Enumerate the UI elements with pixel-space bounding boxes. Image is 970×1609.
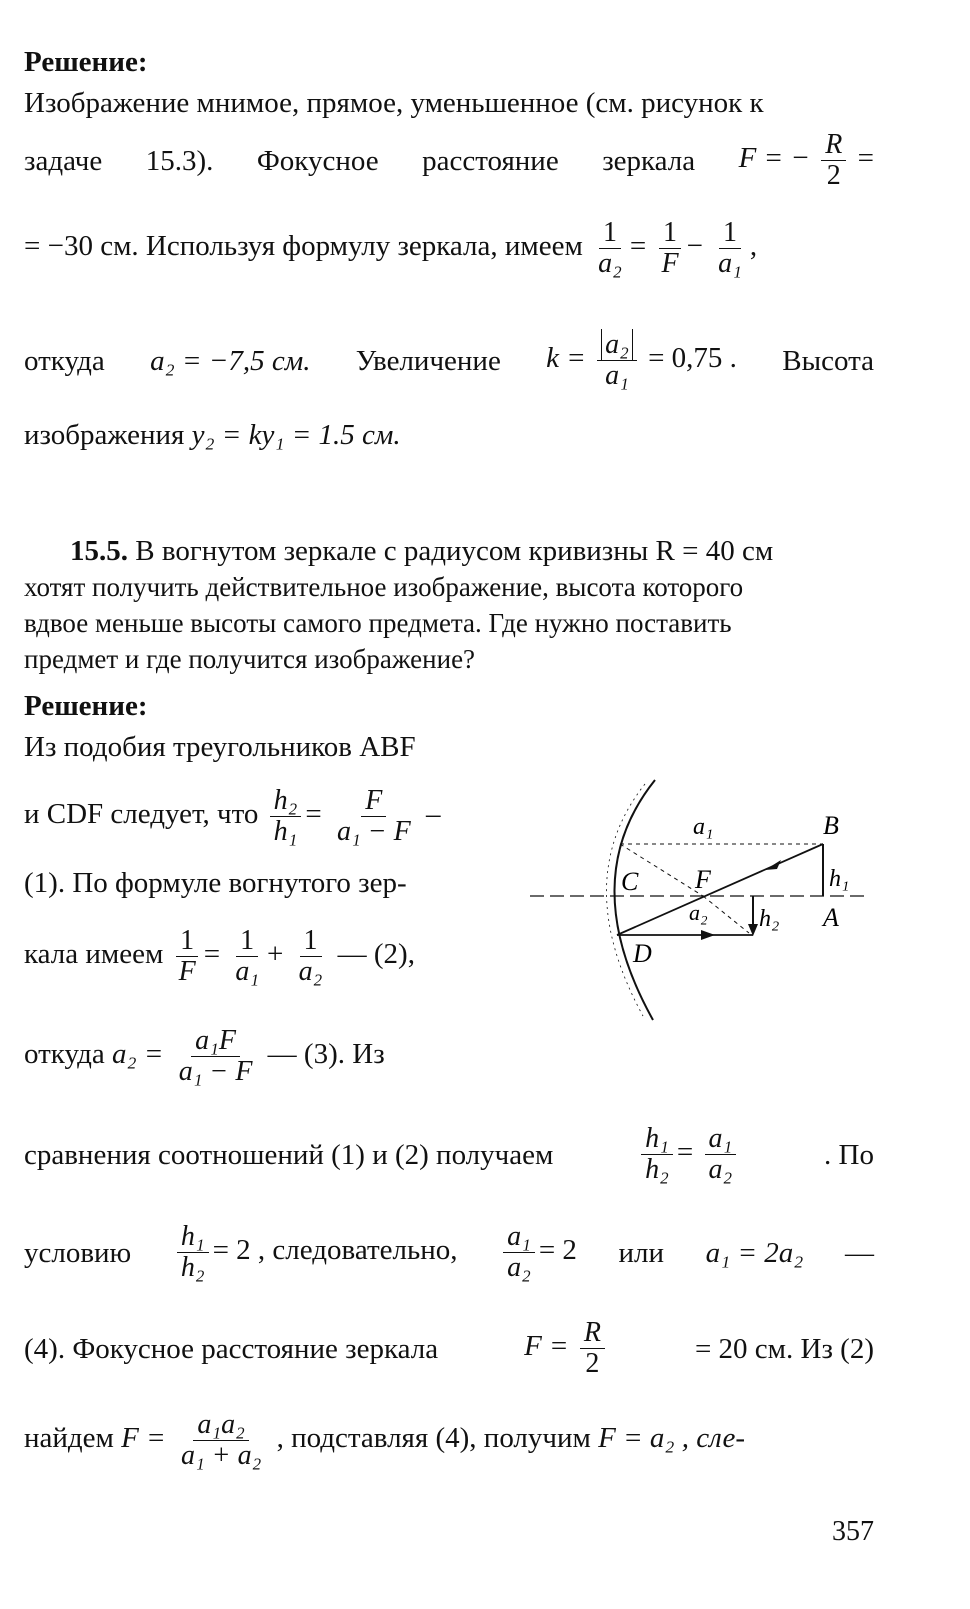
numerator: R — [821, 130, 846, 161]
formula-text: F = — [121, 1422, 166, 1455]
task-number: 15.5. — [70, 535, 128, 567]
formula-text: k = — [546, 342, 586, 375]
text: сравнения соотношений (1) и (2) получаем — [24, 1138, 554, 1171]
mirror-ray-diagram — [525, 770, 875, 1030]
fraction — [714, 218, 746, 279]
ray-arrow — [701, 930, 715, 940]
text: 15.3). — [145, 144, 214, 177]
fraction — [270, 786, 302, 847]
equals: = — [857, 142, 874, 175]
sol2-line-8 — [24, 1318, 874, 1379]
numerator: 1 — [176, 926, 198, 957]
text: и CDF следует, что — [24, 798, 259, 831]
text: = −30 см. Используя формулу зеркала, имеем — [24, 230, 583, 263]
fraction — [597, 330, 637, 391]
label-f: F — [695, 865, 711, 894]
text: задаче — [24, 144, 103, 177]
text: Увеличение — [355, 344, 501, 377]
numerator: a₂ — [601, 329, 633, 360]
formula-text: F = a₂ , сле- — [598, 1422, 746, 1455]
text: (4). Фокусное расстояние зеркала — [24, 1332, 439, 1365]
denominator: F — [661, 248, 679, 279]
text: – — [425, 798, 441, 831]
denominator: a₂ — [507, 1252, 531, 1283]
fraction — [705, 1124, 737, 1185]
numerator: 1 — [599, 218, 621, 249]
text: . По — [824, 1138, 874, 1171]
formula-magnification — [546, 330, 737, 391]
text: откуда — [24, 344, 105, 377]
fraction — [503, 1222, 535, 1283]
fraction — [641, 1124, 673, 1185]
formula-text: a₂ = −7,5 см. — [150, 344, 311, 377]
denominator: 2 — [826, 160, 841, 191]
label-d: D — [633, 939, 652, 968]
formula-text: F = — [524, 1330, 569, 1363]
fraction — [231, 926, 263, 987]
sol1-line-1: Изображение мнимое, прямое, уменьшенное (см. рисунок к — [24, 87, 764, 119]
text: или — [618, 1236, 665, 1269]
denominator: h₁ — [273, 816, 298, 847]
fraction — [657, 218, 682, 279]
text: Фокусное — [256, 144, 379, 177]
sol1-line-3: = −30 см. Используя формулу зеркала, имеем $\frac{1}{\text{a₂}}$ = $\frac{1}{F}$ − $\frac{1}{\text{a₁}}$ , — [24, 217, 758, 279]
formula — [524, 1318, 609, 1379]
text: = 20 см. Из (2) — [694, 1332, 874, 1365]
denominator: a₁ — [605, 360, 629, 391]
task-line-4: предмет и где получится изображение? — [24, 644, 476, 674]
text: Из — [352, 1038, 385, 1071]
text: — — [845, 1236, 874, 1269]
denominator: h₂ — [180, 1252, 205, 1283]
text: = 2 , следовательно, — [212, 1234, 458, 1267]
numerator: a₁ — [503, 1222, 535, 1253]
denominator: h₂ — [645, 1154, 669, 1185]
denominator: a₁ − F — [336, 816, 411, 847]
fraction — [177, 1410, 265, 1471]
ray-bd — [617, 844, 823, 935]
numerator: h₁ — [177, 1222, 209, 1253]
text: найдем — [24, 1422, 114, 1455]
solution-header-1: Решение: — [24, 46, 148, 78]
sol2-line-7 — [24, 1222, 874, 1283]
fraction — [580, 1318, 605, 1379]
fraction — [295, 926, 327, 987]
text: = 2 — [538, 1234, 577, 1267]
denominator: F — [178, 956, 196, 987]
fraction — [821, 130, 846, 191]
sol2-line-5 — [24, 1026, 385, 1087]
page-number: 357 — [832, 1516, 874, 1547]
denominator: a₂ — [598, 248, 622, 279]
denominator: 2 — [585, 1348, 600, 1379]
sol1-line-4 — [24, 330, 874, 391]
dashed-line-image — [703, 896, 749, 933]
label-a: A — [823, 903, 839, 932]
text: — (2), — [337, 938, 415, 971]
text: Высота — [782, 344, 874, 377]
text: откуда — [24, 1038, 105, 1071]
text: = 0,75 . — [648, 342, 737, 375]
denominator: a₁ — [718, 248, 742, 279]
formula-text: F = − — [738, 142, 810, 175]
text: кала имеем — [24, 938, 164, 971]
fraction — [177, 1222, 209, 1283]
solution-header-2: Решение: — [24, 690, 148, 722]
numerator: 1 — [659, 218, 681, 249]
label-a2: a₂ — [689, 900, 708, 925]
task-line-1 — [70, 534, 874, 568]
fraction — [594, 218, 626, 279]
label-a1: a₁ — [693, 814, 714, 840]
sol2-line-1: Из подобия треугольников ABF — [24, 731, 416, 763]
sol2-line-9 — [24, 1410, 874, 1471]
numerator: h₂ — [270, 786, 302, 817]
task-line-3: вдвое меньше высоты самого предмета. Где нужно поставить — [24, 608, 732, 638]
fraction — [175, 1026, 257, 1087]
numerator: a₁F — [191, 1026, 240, 1057]
task-line-2: хотят получить действительное изображение, высота которого — [24, 572, 744, 602]
denominator: a₁ — [235, 956, 260, 987]
text: изображения — [24, 419, 185, 451]
numerator: 1 — [300, 926, 322, 957]
text: расстояние — [422, 144, 559, 177]
text: зеркала — [602, 144, 696, 177]
numerator: R — [580, 1318, 605, 1349]
mirror-hatching — [606, 784, 645, 1016]
formula-focal — [739, 130, 874, 191]
sol2-line-4: кала имеем $\frac{1}{F}$ = $\frac{1}{\text{a₁}}$ + $\frac{1}{\text{a₂}}$ — (2), — [24, 925, 415, 987]
formula-text: a₂ = — [112, 1038, 164, 1071]
ray-arrow — [765, 860, 781, 870]
mirror-arc — [614, 780, 655, 1020]
denominator: a₁ − F — [178, 1056, 253, 1087]
formula-ratio: $\frac{\text{h₁}}{\text{h₂}}$ = $\frac{\text{a₁}}{\text{a₂}}$ — [637, 1124, 740, 1185]
numerator: F — [361, 786, 386, 817]
numerator: h₁ — [641, 1124, 673, 1155]
label-h2: h₂ — [759, 906, 780, 932]
label-c: C — [621, 867, 639, 896]
denominator: a₂ — [298, 956, 323, 987]
formula-text: a₁ = 2a₂ — [705, 1236, 804, 1269]
sol1-line-2 — [24, 130, 874, 191]
text: , подставляя (4), получим — [276, 1422, 591, 1455]
numerator: a₁ — [705, 1124, 737, 1155]
formula — [173, 1222, 458, 1283]
numerator: a₁a₂ — [193, 1410, 248, 1441]
text: В вогнутом зеркале с радиусом кривизны R = 40 см — [135, 535, 774, 567]
numerator: 1 — [236, 926, 258, 957]
text: — (3). — [267, 1038, 345, 1071]
formula — [499, 1222, 577, 1283]
fraction — [333, 786, 415, 847]
sol2-line-6 — [24, 1124, 874, 1185]
numerator: 1 — [719, 218, 741, 249]
denominator: a₁ + a₂ — [180, 1440, 262, 1471]
sol2-line-2: и CDF следует, что $\frac{\text{h₂}}{\text{h₁}}$ = $\frac{F}{\text{a₁ − F}}$ – — [24, 785, 441, 847]
formula-text: y₂ = ky₁ = 1.5 см. — [191, 419, 401, 451]
text: условию — [24, 1236, 132, 1269]
fraction — [175, 926, 200, 987]
sol2-line-3: (1). По формуле вогнутого зер- — [24, 867, 407, 899]
label-b: B — [823, 811, 839, 840]
sol1-line-5 — [24, 418, 874, 452]
label-h1: h₁ — [829, 866, 850, 892]
denominator: a₂ — [708, 1154, 733, 1185]
